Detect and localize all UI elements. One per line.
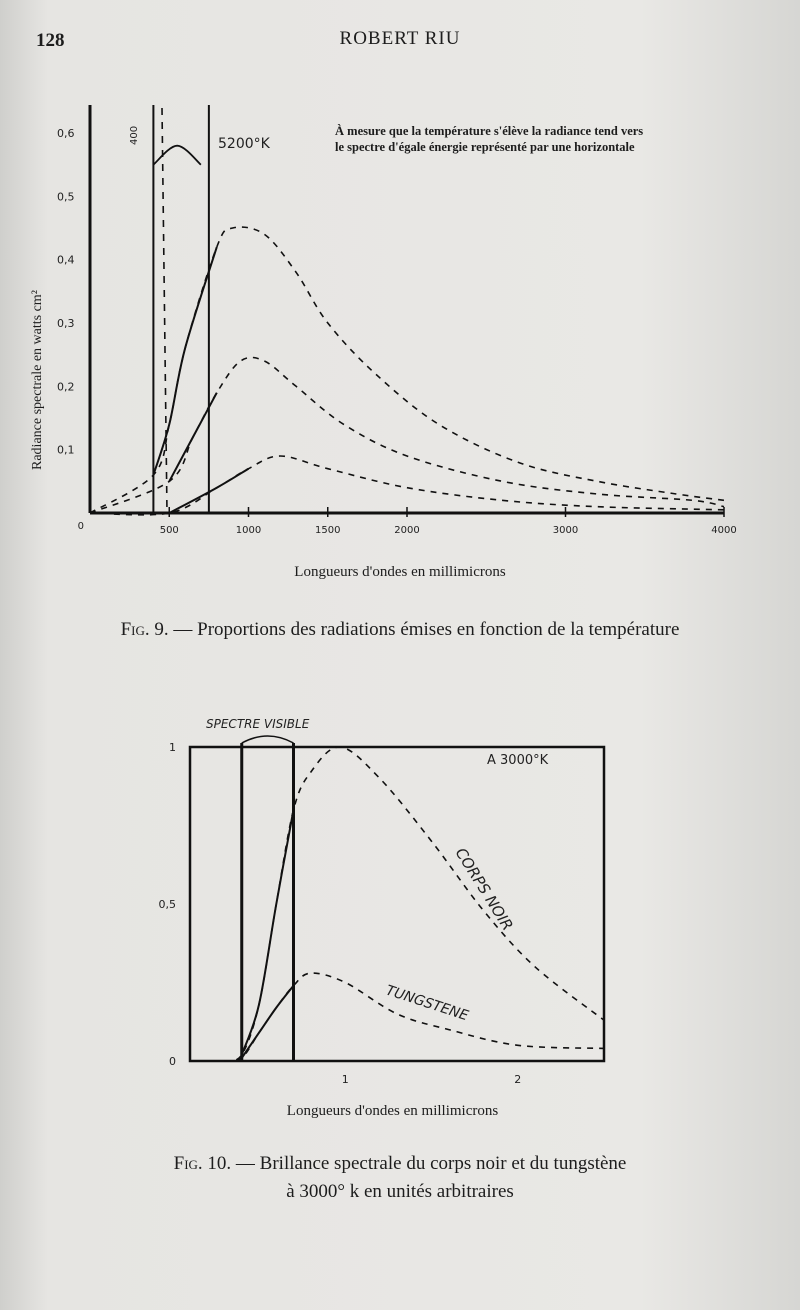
fig9-x-tick-label: 1000	[235, 525, 262, 536]
figure-9	[0, 0, 800, 640]
fig9-x-tick-label: 1500	[315, 525, 341, 536]
fig9-caption	[0, 616, 800, 644]
fig9-x-tick-label: 500	[159, 525, 179, 536]
fig10-caption-prefix: Fig. 10.	[173, 1153, 232, 1174]
fig10-x-tick-label: 1	[341, 1073, 349, 1086]
fig9-y-tick-label: 0,5	[57, 190, 75, 204]
fig10-plot-frame	[190, 747, 604, 1061]
fig9-note-line1: À mesure que la température s'élève la radiance tend vers	[335, 124, 644, 138]
fig9-x-tick-label: 2000	[394, 525, 420, 536]
fig9-y-tick-label: 0,6	[57, 127, 75, 140]
fig10-corps-noir-label: CORPS NOIR	[451, 844, 517, 934]
fig9-caption-text: — Proportions des radiations émises en fonction de la température	[173, 619, 680, 640]
fig10-visible-band-brace	[242, 736, 294, 743]
fig10-caption-text: — Brillance spectrale du corps noir et du tungstène	[235, 1153, 627, 1174]
fig10-series-0-solid	[242, 810, 294, 1055]
fig9-y-tick-label: 0,4	[57, 253, 75, 267]
fig10-y-tick-label: 1	[169, 741, 176, 754]
figure-10	[0, 700, 800, 1220]
fig9-x-axis-label: Longueurs d'ondes en millimicrons	[294, 564, 506, 580]
fig9-series-0	[153, 146, 201, 165]
fig9-x-tick-label: 3000	[552, 525, 579, 536]
fig9-series-1-dashed	[90, 227, 724, 513]
fig10-temp-label: A 3000°K	[487, 753, 549, 768]
fig10-visible-label: SPECTRE VISIBLE	[206, 717, 310, 731]
fig10-series-0-dashed	[225, 747, 605, 1061]
fig9-y-tick-label: 0,2	[57, 380, 75, 394]
fig10-series-1-solid	[242, 986, 294, 1058]
fig10-caption	[0, 1150, 800, 1206]
fig9-y-axis-label: Radiance spectrale en watts cm²	[30, 290, 45, 470]
fig9-series-1-solid	[153, 247, 216, 475]
fig9-y-tick-label: 0,3	[57, 317, 75, 330]
fig10-y-tick-label: 0,5	[158, 898, 176, 911]
fig10-x-tick-label: 2	[514, 1073, 522, 1086]
fig9-caption-prefix: Fig. 9.	[120, 619, 169, 640]
running-head: ROBERT RIU	[339, 28, 461, 49]
fig9-note-line2: le spectre d'égale énergie représenté par une horizontale	[335, 140, 635, 154]
fig9-series-2-dashed	[90, 357, 724, 513]
fig10-tungstene-label: TUNGSTENE	[383, 982, 471, 1025]
fig10-series-1-dashed	[225, 973, 605, 1061]
fig10-x-axis-label: Longueurs d'ondes en millimicrons	[286, 1103, 499, 1119]
fig9-temp-label: 5200°K	[218, 136, 270, 152]
fig9-series-3-dashed	[90, 456, 724, 515]
figure-10-chart	[0, 700, 800, 1100]
page-number: 128	[36, 30, 65, 51]
figure-9-chart	[0, 0, 800, 640]
fig9-origin-label: 0	[77, 521, 84, 532]
fig10-y-tick-label: 0	[169, 1055, 176, 1068]
fig9-x-tick-label: 4000	[711, 525, 737, 536]
fig10-caption-line2: à 3000° k en unités arbitraires	[286, 1181, 514, 1202]
fig9-y-tick-label: 0,1	[57, 443, 75, 457]
fig9-line-label: 400	[129, 125, 140, 145]
fig10-caption-line1	[0, 1150, 800, 1178]
